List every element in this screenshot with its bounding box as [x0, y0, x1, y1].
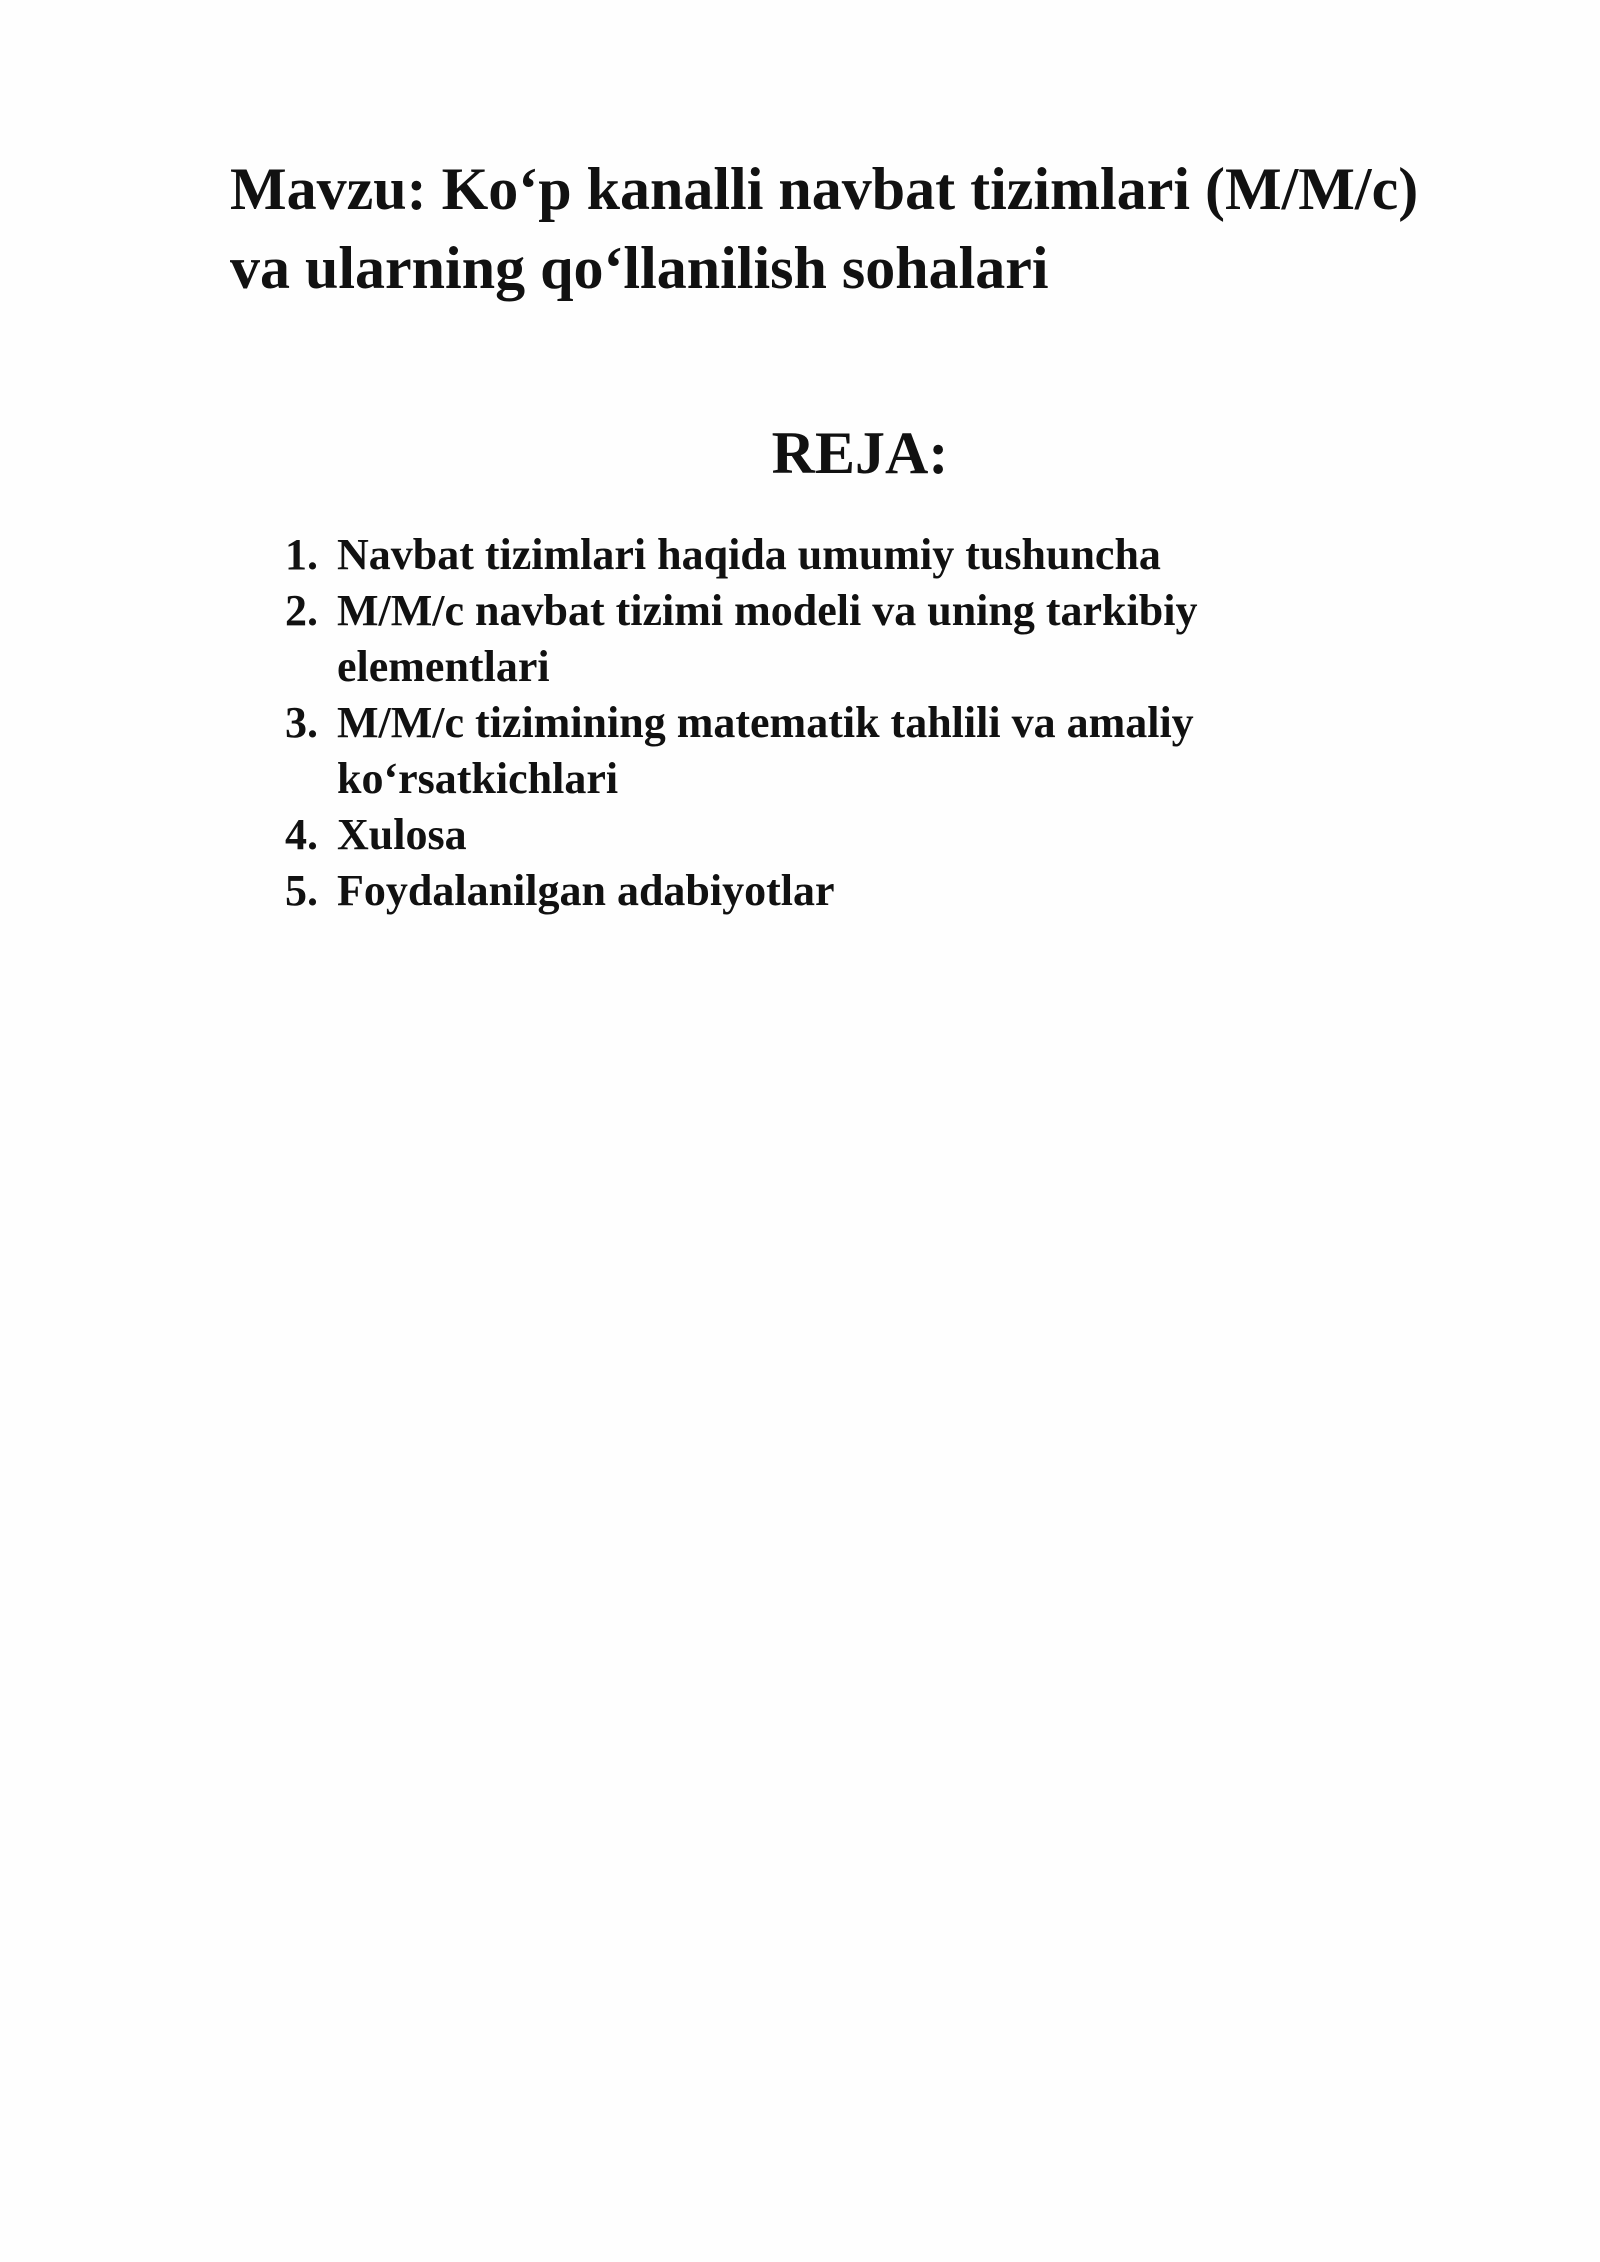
plan-item-number: 3.: [285, 698, 318, 747]
plan-item-text: M/M/c navbat tizimi modeli va uning tarkibiy elementlari: [337, 586, 1198, 691]
document-title: Mavzu: Ko‘p kanalli navbat tizimlari (M/M/c) va ularning qo‘llanilish sohalari: [230, 156, 1419, 301]
plan-heading: REJA:: [771, 420, 949, 486]
plan-item: [285, 583, 1385, 695]
plan-item: [285, 807, 1385, 863]
plan-item-number: 4.: [285, 810, 318, 859]
plan-item-text: Xulosa: [337, 810, 467, 859]
plan-item: [285, 527, 1385, 583]
plan-item-number: 2.: [285, 586, 318, 635]
plan-item-text: Foydalanilgan adabiyotlar: [337, 866, 835, 915]
plan-list: [285, 527, 1385, 919]
plan-item-number: 5.: [285, 866, 318, 915]
plan-item: [285, 863, 1385, 919]
plan-item-number: 1.: [285, 530, 318, 579]
plan-item: [285, 695, 1385, 807]
plan-item-text: Navbat tizimlari haqida umumiy tushuncha: [337, 530, 1161, 579]
plan-item-text: M/M/c tizimining matematik tahlili va amaliy ko‘rsatkichlari: [337, 698, 1194, 803]
